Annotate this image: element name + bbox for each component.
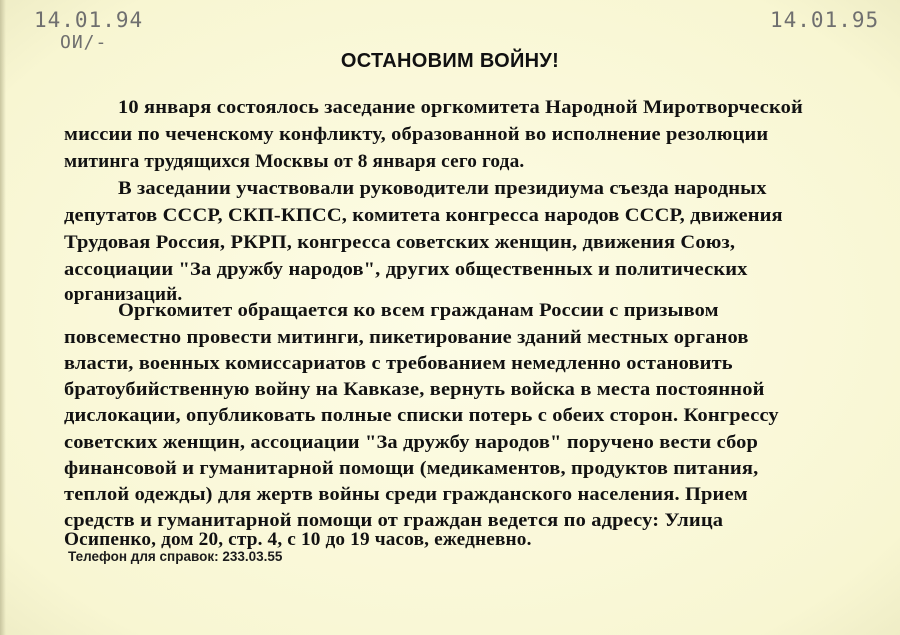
body-line: миссии по чеченскому конфликту, образованной во исполнение резолюции bbox=[64, 124, 769, 145]
page-edge-shadow bbox=[0, 0, 6, 635]
handwritten-date-left: 14.01.94 bbox=[34, 8, 144, 32]
body-line: дислокации, опубликовать полные списки потерь с обеих сторон. Конгрессу bbox=[64, 405, 779, 426]
document-title: ОСТАНОВИМ ВОЙНУ! bbox=[340, 50, 560, 72]
body-line: советских женщин, ассоциации "За дружбу народов" поручено вести сбор bbox=[64, 432, 759, 453]
body-line: теплой одежды) для жертв войны среди гражданского населения. Прием bbox=[64, 484, 748, 505]
body-line: финансовой и гуманитарной помощи (медикаментов, продуктов питания, bbox=[64, 458, 759, 479]
body-line: 10 января состоялось заседание оргкомитета Народной Миротворческой bbox=[118, 97, 803, 118]
body-line: депутатов СССР, СКП-КПСС, комитета конгресса народов СССР, движения bbox=[64, 205, 783, 226]
body-line: средств и гуманитарной помощи от граждан ведется по адресу: Улица bbox=[64, 510, 724, 531]
body-line: Трудовая Россия, РКРП, конгресса советских женщин, движения Союз, bbox=[64, 232, 736, 253]
body-line: власти, военных комиссариатов с требованием немедленно остановить bbox=[64, 353, 733, 374]
reference-phone: Телефон для справок: 233.03.55 bbox=[68, 549, 283, 564]
body-line: Осипенко, дом 20, стр. 4, с 10 до 19 часов, ежедневно. bbox=[64, 529, 532, 550]
body-line: митинга трудящихся Москвы от 8 января сего года. bbox=[64, 151, 525, 172]
body-line: братоубийственную войну на Кавказе, вернуть войска в места постоянной bbox=[64, 379, 765, 400]
body-line: Оргкомитет обращается ко всем гражданам России с призывом bbox=[118, 300, 719, 321]
body-line: ассоциации "За дружбу народов", других общественных и политических bbox=[64, 259, 748, 280]
body-line: повсеместно провести митинги, пикетирование зданий местных органов bbox=[64, 327, 749, 348]
body-line: В заседании участвовали руководители президиума съезда народных bbox=[118, 178, 767, 199]
handwritten-date-right: 14.01.95 bbox=[770, 8, 880, 32]
body-line: организаций. bbox=[64, 284, 183, 305]
handwritten-note-left: ОИ/- bbox=[60, 32, 108, 53]
